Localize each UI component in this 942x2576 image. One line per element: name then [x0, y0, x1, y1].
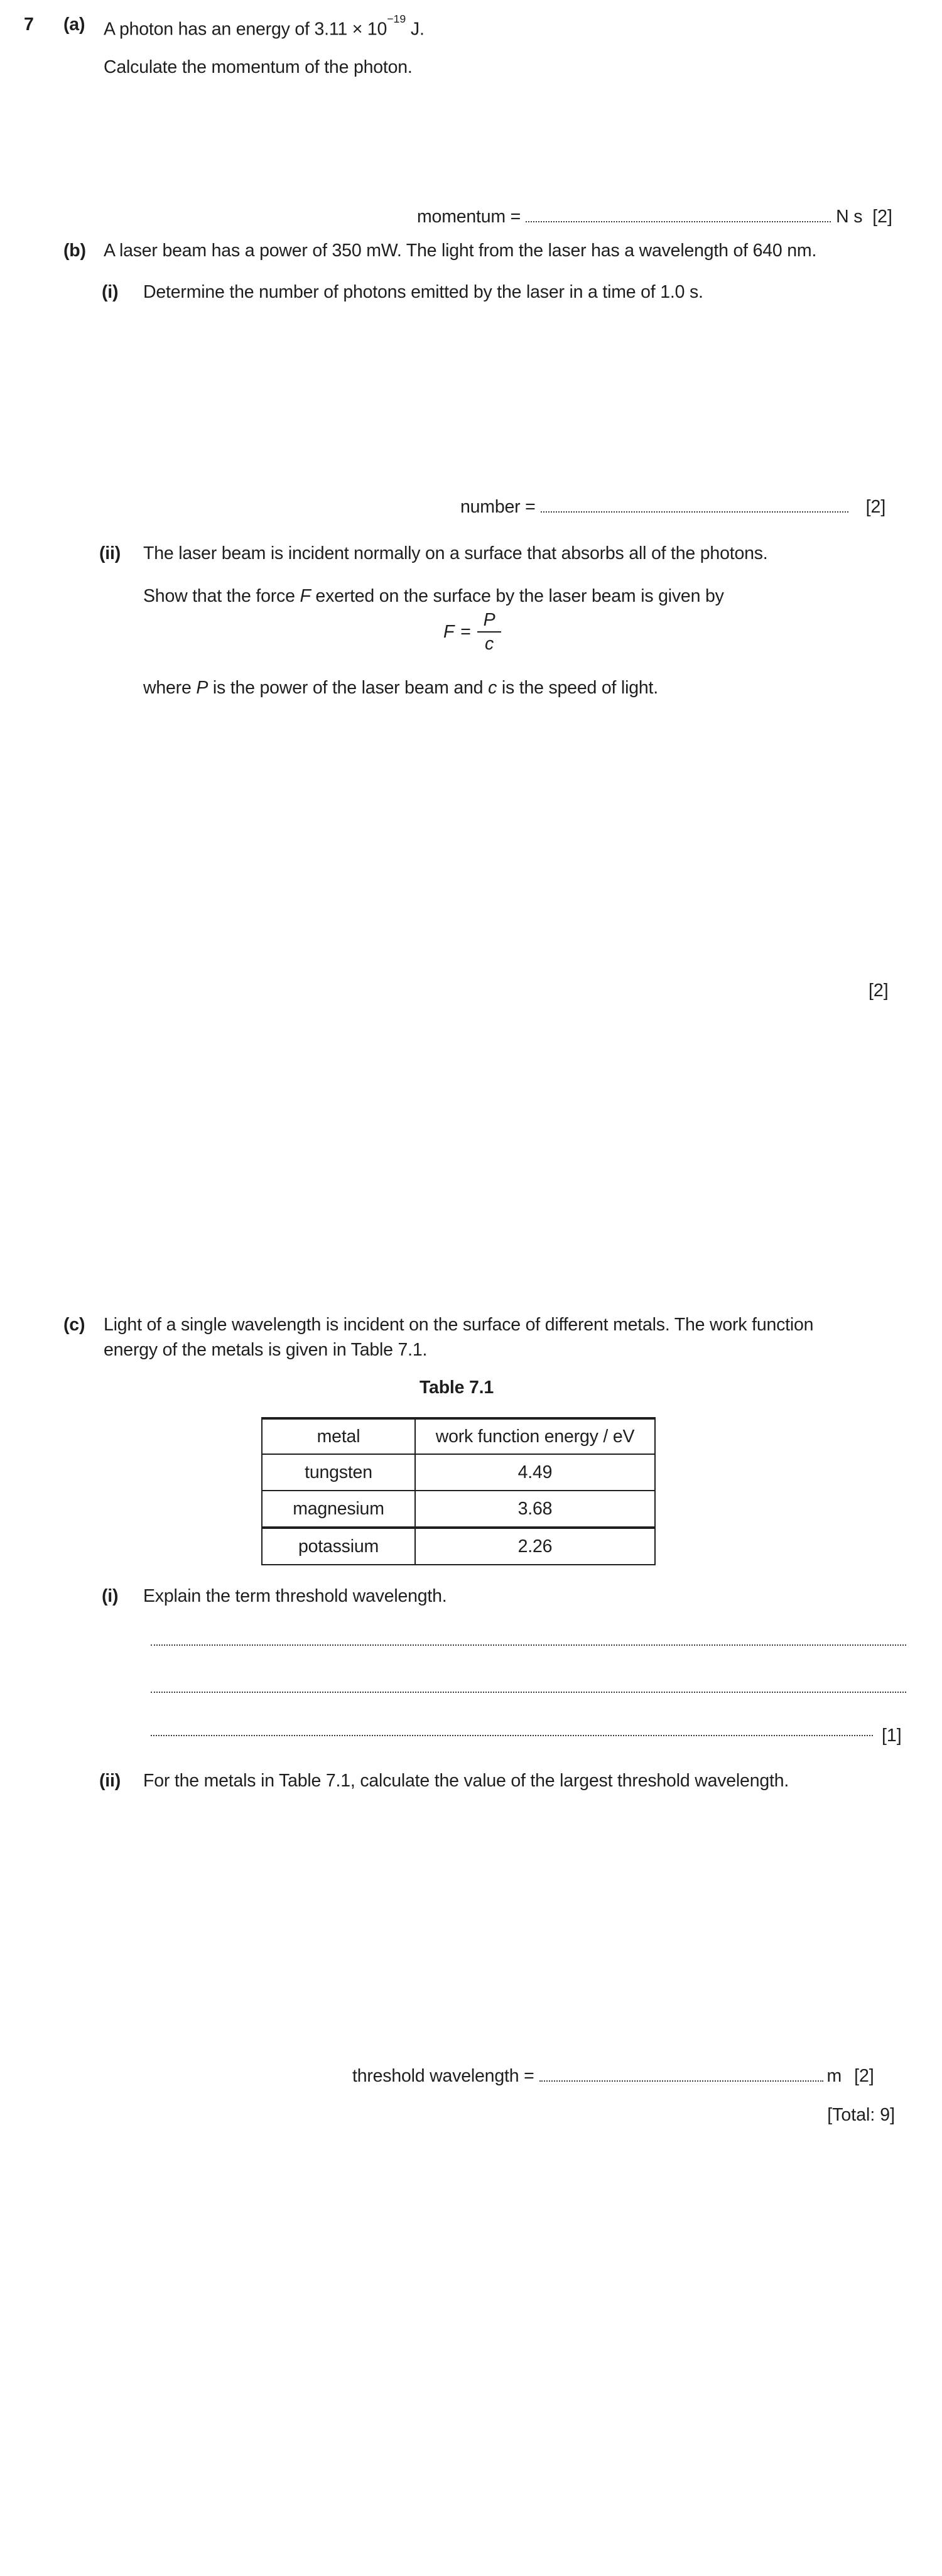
dotted-answer-leader — [541, 496, 848, 513]
work-function-value: 3.68 — [415, 1491, 655, 1528]
table-header-work-function: work function energy / eV — [415, 1418, 655, 1454]
dotted-answer-leader — [539, 2065, 823, 2082]
exponent: −19 — [387, 12, 406, 25]
fraction-numerator: P — [483, 610, 495, 630]
momentum-answer-label: momentum = — [417, 207, 521, 227]
part-c-ii-label: (ii) — [99, 1771, 121, 1791]
work-function-value: 2.26 — [415, 1528, 655, 1565]
part-a-intro-post: J. — [406, 19, 425, 40]
table-header-row — [262, 1418, 655, 1454]
work-function-value: 4.49 — [415, 1454, 655, 1491]
where-mid: is the power of the laser beam and — [208, 678, 489, 698]
formula-lhs: F — [443, 622, 455, 642]
table-row — [262, 1454, 655, 1491]
show-force-pre: Show that the force — [143, 586, 300, 606]
part-c-intro-line1: Light of a single wavelength is incident on the surface of different metals. The work function — [104, 1315, 814, 1335]
part-b-ii-label: (ii) — [99, 543, 121, 563]
part-c-ii-text: For the metals in Table 7.1, calculate the value of the largest threshold wavelength. — [143, 1771, 789, 1791]
dotted-answer-leader — [526, 206, 831, 222]
part-c-ii-mark: [2] — [854, 2066, 874, 2086]
part-a-mark: [2] — [872, 207, 892, 227]
part-b-ii-text: The laser beam is incident normally on a surface that absorbs all of the photons. — [143, 543, 768, 563]
show-force-post: exerted on the surface by the laser beam is given by — [310, 586, 724, 606]
momentum-answer-unit: N s — [836, 207, 863, 227]
number-answer-line — [460, 496, 885, 518]
part-c-label: (c) — [63, 1315, 85, 1335]
total-marks: [Total: 9] — [827, 2105, 895, 2125]
force-formula — [443, 611, 501, 653]
threshold-answer-line — [352, 2065, 874, 2087]
force-symbol: F — [300, 586, 311, 606]
table-row — [262, 1491, 655, 1528]
equals-sign: = — [460, 622, 471, 642]
part-a-intro-pre: A photon has an energy of 3.11 × 10 — [104, 19, 387, 40]
show-force-line — [143, 585, 724, 607]
number-answer-label: number = — [460, 497, 536, 517]
part-a-label: (a) — [63, 14, 85, 35]
part-a-intro — [104, 14, 425, 40]
part-b-i-text: Determine the number of photons emitted by the laser in a time of 1.0 s. — [143, 282, 703, 302]
where-post: is the speed of light. — [497, 678, 658, 698]
answer-dotted-line — [151, 1724, 873, 1736]
threshold-answer-label: threshold wavelength = — [352, 2066, 534, 2086]
part-b-i-label: (i) — [102, 282, 119, 302]
where-line — [143, 677, 658, 698]
table-header-metal: metal — [262, 1418, 415, 1454]
metal-name: magnesium — [262, 1491, 415, 1528]
power-symbol: P — [196, 678, 208, 698]
formula-fraction — [477, 611, 502, 653]
part-b-label: (b) — [63, 241, 86, 261]
metal-name: potassium — [262, 1528, 415, 1565]
part-c-i-label: (i) — [102, 1586, 119, 1606]
part-c-i-text: Explain the term threshold wavelength. — [143, 1586, 447, 1606]
answer-dotted-line — [151, 1680, 906, 1693]
work-function-table — [261, 1417, 656, 1565]
part-b-intro: A laser beam has a power of 350 mW. The light from the laser has a wavelength of 640 nm. — [104, 241, 817, 261]
part-c-intro-line2: energy of the metals is given in Table 7.1. — [104, 1340, 428, 1360]
fraction-denominator: c — [477, 631, 502, 653]
table-row — [262, 1528, 655, 1565]
metal-name: tungsten — [262, 1454, 415, 1491]
part-c-i-mark: [1] — [882, 1725, 902, 1746]
momentum-answer-line — [417, 206, 892, 227]
table-caption: Table 7.1 — [419, 1378, 494, 1398]
threshold-answer-unit: m — [826, 2066, 842, 2086]
part-b-ii-mark: [2] — [869, 981, 889, 1001]
speed-of-light-symbol: c — [488, 678, 497, 698]
question-number: 7 — [24, 14, 34, 35]
answer-dotted-line — [151, 1633, 906, 1646]
part-a-prompt: Calculate the momentum of the photon. — [104, 57, 413, 77]
part-b-i-mark: [2] — [865, 497, 886, 517]
where-pre: where — [143, 678, 197, 698]
